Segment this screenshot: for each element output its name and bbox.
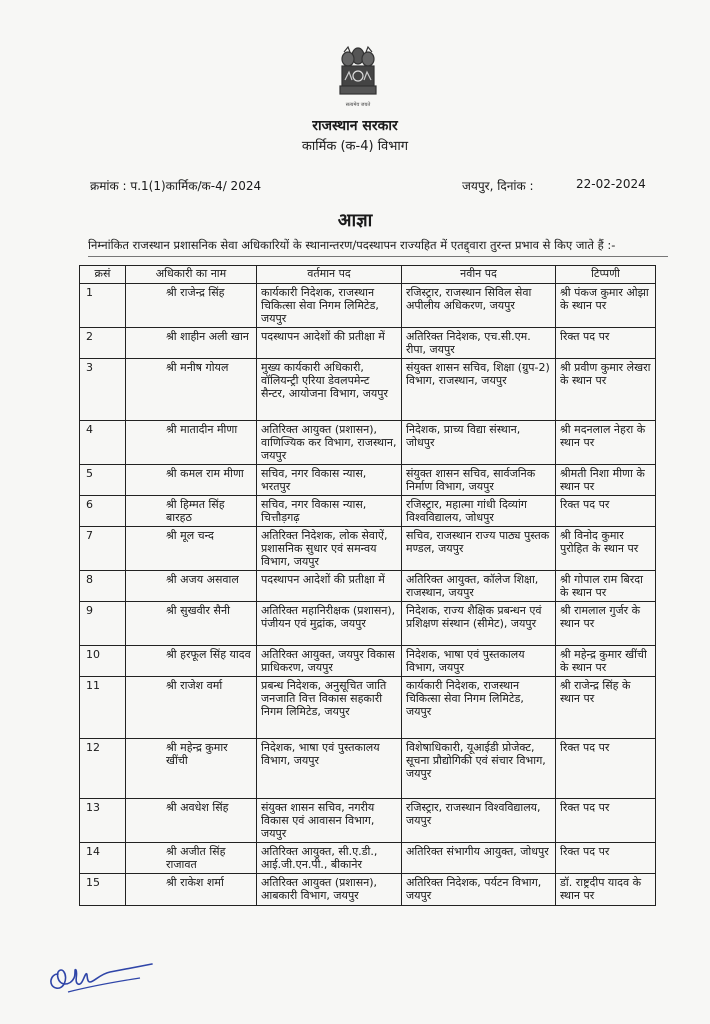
officer-name-cell: श्री मूल चन्द xyxy=(126,527,257,571)
new-post-cell: संयुक्त शासन सचिव, शिक्षा (ग्रुप-2) विभाग, राजस्थान, जयपुर xyxy=(402,359,556,421)
table-row xyxy=(80,739,656,799)
place-date-label: जयपुर, दिनांक : xyxy=(462,179,534,193)
new-post-cell: अतिरिक्त आयुक्त, कॉलेज शिक्षा, राजस्थान, जयपुर xyxy=(402,571,556,602)
remark-cell: श्री प्रवीण कुमार लेखरा के स्थान पर xyxy=(556,359,656,421)
column-header-serial: क्रसं xyxy=(80,266,126,284)
officer-name-cell: श्री मातादीन मीणा xyxy=(126,421,257,465)
remark-cell: श्री महेन्द्र कुमार खींची के स्थान पर xyxy=(556,646,656,677)
remark-cell: डॉ. राष्ट्रदीप यादव के स्थान पर xyxy=(556,874,656,906)
remark-cell: श्री रामलाल गुर्जर के स्थान पर xyxy=(556,602,656,646)
officer-name-cell: श्री राजेन्द्र सिंह xyxy=(126,284,257,328)
table-row xyxy=(80,602,656,646)
current-post-cell: अतिरिक्त आयुक्त (प्रशासन), वाणिज्यिक कर विभाग, राजस्थान, जयपुर xyxy=(257,421,402,465)
current-post-cell: निदेशक, भाषा एवं पुस्तकालय विभाग, जयपुर xyxy=(257,739,402,799)
new-post-cell: अतिरिक्त संभागीय आयुक्त, जोधपुर xyxy=(402,843,556,874)
current-post-cell: सचिव, नगर विकास न्यास, भरतपुर xyxy=(257,465,402,496)
state-emblem-icon xyxy=(336,42,380,110)
officer-name-cell: श्री अजय असवाल xyxy=(126,571,257,602)
table-row xyxy=(80,646,656,677)
serial-cell: 3 xyxy=(80,359,126,421)
new-post-cell: निदेशक, राज्य शैक्षिक प्रबन्धन एवं प्रशिक्षण संस्थान (सीमेट), जयपुर xyxy=(402,602,556,646)
signature-icon xyxy=(44,952,154,998)
serial-cell: 2 xyxy=(80,328,126,359)
officer-name-cell: श्री कमल राम मीणा xyxy=(126,465,257,496)
officer-name-cell: श्री राकेश शर्मा xyxy=(126,874,257,906)
table-row xyxy=(80,677,656,739)
table-row xyxy=(80,465,656,496)
serial-cell: 13 xyxy=(80,799,126,843)
serial-cell: 15 xyxy=(80,874,126,906)
remark-cell: श्री विनोद कुमार पुरोहित के स्थान पर xyxy=(556,527,656,571)
new-post-cell: निदेशक, भाषा एवं पुस्तकालय विभाग, जयपुर xyxy=(402,646,556,677)
transfer-table xyxy=(79,265,656,906)
serial-cell: 1 xyxy=(80,284,126,328)
officer-name-cell: श्री हिम्मत सिंह बारहठ xyxy=(126,496,257,527)
serial-cell: 8 xyxy=(80,571,126,602)
order-title: आज्ञा xyxy=(337,210,373,231)
new-post-cell: सचिव, राजस्थान राज्य पाठ्य पुस्तक मण्डल, जयपुर xyxy=(402,527,556,571)
serial-cell: 5 xyxy=(80,465,126,496)
remark-cell: श्री पंकज कुमार ओझा के स्थान पर xyxy=(556,284,656,328)
table-row xyxy=(80,328,656,359)
order-number: क्रमांक : प.1(1)कार्मिक/क-4/ 2024 xyxy=(90,179,262,193)
officer-name-cell: श्री राजेश वर्मा xyxy=(126,677,257,739)
remark-cell: रिक्त पद पर xyxy=(556,799,656,843)
current-post-cell: अतिरिक्त निदेशक, लोक सेवाऐं, प्रशासनिक सुधार एवं समन्वय विभाग, जयपुर xyxy=(257,527,402,571)
remark-cell: श्री गोपाल राम बिरदा के स्थान पर xyxy=(556,571,656,602)
current-post-cell: प्रबन्ध निदेशक, अनुसूचित जाति जनजाति वित्त विकास सहकारी निगम लिमिटेड, जयपुर xyxy=(257,677,402,739)
table-row xyxy=(80,799,656,843)
officer-name-cell: श्री सुखवीर सैनी xyxy=(126,602,257,646)
current-post-cell: कार्यकारी निदेशक, राजस्थान चिकित्सा सेवा निगम लिमिटेड, जयपुर xyxy=(257,284,402,328)
column-header-new-post: नवीन पद xyxy=(402,266,556,284)
remark-cell: रिक्त पद पर xyxy=(556,496,656,527)
current-post-cell: संयुक्त शासन सचिव, नगरीय विकास एवं आवासन विभाग, जयपुर xyxy=(257,799,402,843)
remark-cell: रिक्त पद पर xyxy=(556,739,656,799)
order-date: 22-02-2024 xyxy=(576,177,646,191)
table-row xyxy=(80,421,656,465)
officer-name-cell: श्री शाहीन अली खान xyxy=(126,328,257,359)
serial-cell: 7 xyxy=(80,527,126,571)
serial-cell: 11 xyxy=(80,677,126,739)
table-row xyxy=(80,496,656,527)
new-post-cell: रजिस्ट्रार, महात्मा गांधी दिव्यांग विश्वविद्यालय, जोधपुर xyxy=(402,496,556,527)
table-row xyxy=(80,284,656,328)
new-post-cell: निदेशक, प्राच्य विद्या संस्थान, जोधपुर xyxy=(402,421,556,465)
officer-name-cell: श्री अजीत सिंह राजावत xyxy=(126,843,257,874)
government-name: राजस्थान सरकार xyxy=(312,118,398,134)
column-header-remark: टिप्पणी xyxy=(556,266,656,284)
officer-name-cell: श्री हरफूल सिंह यादव xyxy=(126,646,257,677)
remark-cell: रिक्त पद पर xyxy=(556,843,656,874)
remark-cell: श्रीमती निशा मीणा के स्थान पर xyxy=(556,465,656,496)
new-post-cell: अतिरिक्त निदेशक, एच.सी.एम. रीपा, जयपुर xyxy=(402,328,556,359)
order-intro: निम्नांकित राजस्थान प्रशासनिक सेवा अधिकारियों के स्थानान्तरण/पदस्थापन राज्यहित में एतद्द्वारा तुरन्त प्रभाव से किए जाते हैं :- xyxy=(88,238,668,257)
new-post-cell: रजिस्ट्रार, राजस्थान सिविल सेवा अपीलीय अधिकरण, जयपुर xyxy=(402,284,556,328)
new-post-cell: संयुक्त शासन सचिव, सार्वजनिक निर्माण विभाग, जयपुर xyxy=(402,465,556,496)
officer-name-cell: श्री महेन्द्र कुमार खींची xyxy=(126,739,257,799)
serial-cell: 12 xyxy=(80,739,126,799)
current-post-cell: अतिरिक्त आयुक्त, जयपुर विकास प्राधिकरण, जयपुर xyxy=(257,646,402,677)
officer-name-cell: श्री अवधेश सिंह xyxy=(126,799,257,843)
department-name: कार्मिक (क-4) विभाग xyxy=(301,139,409,154)
serial-cell: 6 xyxy=(80,496,126,527)
current-post-cell: अतिरिक्त आयुक्त (प्रशासन), आबकारी विभाग, जयपुर xyxy=(257,874,402,906)
current-post-cell: अतिरिक्त आयुक्त, सी.ए.डी., आई.जी.एन.पी., बीकानेर xyxy=(257,843,402,874)
new-post-cell: कार्यकारी निदेशक, राजस्थान चिकित्सा सेवा निगम लिमिटेड, जयपुर xyxy=(402,677,556,739)
new-post-cell: अतिरिक्त निदेशक, पर्यटन विभाग, जयपुर xyxy=(402,874,556,906)
serial-cell: 4 xyxy=(80,421,126,465)
column-header-current-post: वर्तमान पद xyxy=(257,266,402,284)
current-post-cell: पदस्थापन आदेशों की प्रतीक्षा में xyxy=(257,328,402,359)
remark-cell: श्री राजेन्द्र सिंह के स्थान पर xyxy=(556,677,656,739)
table-row xyxy=(80,359,656,421)
remark-cell: श्री मदनलाल नेहरा के स्थान पर xyxy=(556,421,656,465)
new-post-cell: रजिस्ट्रार, राजस्थान विश्वविद्यालय, जयपुर xyxy=(402,799,556,843)
serial-cell: 10 xyxy=(80,646,126,677)
current-post-cell: मुख्य कार्यकारी अधिकारी, वॉलियन्ट्री एरिया डेवलपमेन्ट सैन्टर, आयोजना विभाग, जयपुर xyxy=(257,359,402,421)
table-row xyxy=(80,843,656,874)
table-row xyxy=(80,874,656,906)
current-post-cell: अतिरिक्त महानिरीक्षक (प्रशासन), पंजीयन एवं मुद्रांक, जयपुर xyxy=(257,602,402,646)
serial-cell: 9 xyxy=(80,602,126,646)
remark-cell: रिक्त पद पर xyxy=(556,328,656,359)
officer-name-cell: श्री मनीष गोयल xyxy=(126,359,257,421)
table-row xyxy=(80,571,656,602)
current-post-cell: सचिव, नगर विकास न्यास, चित्तौड़गढ़ xyxy=(257,496,402,527)
current-post-cell: पदस्थापन आदेशों की प्रतीक्षा में xyxy=(257,571,402,602)
table-row xyxy=(80,527,656,571)
table-header-row xyxy=(80,266,656,284)
emblem-motto: सत्यमेव जयते xyxy=(345,102,371,108)
column-header-officer: अधिकारी का नाम xyxy=(126,266,257,284)
new-post-cell: विशेषाधिकारी, यूआईडी प्रोजेक्ट, सूचना प्रौद्योगिकी एवं संचार विभाग, जयपुर xyxy=(402,739,556,799)
serial-cell: 14 xyxy=(80,843,126,874)
